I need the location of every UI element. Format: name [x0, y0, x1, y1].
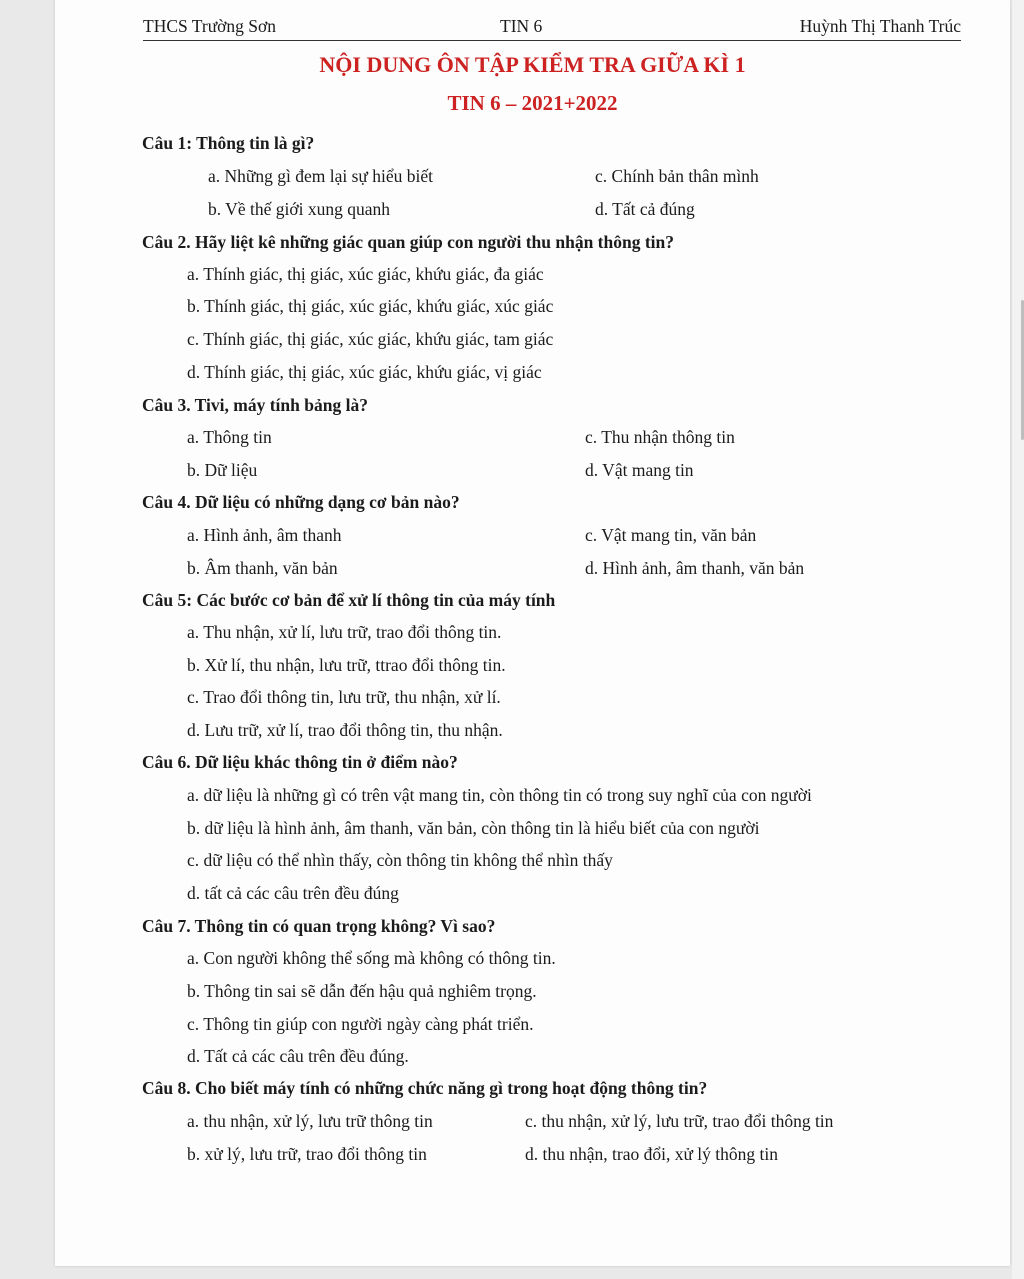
document-page: [55, 0, 1010, 1266]
question-2-option-a: a. Thính giác, thị giác, xúc giác, khứu giác, đa giác: [187, 264, 544, 284]
question-7-option-a: a. Con người không thể sống mà không có thông tin.: [187, 948, 556, 968]
question-4-option-d: d. Hình ảnh, âm thanh, văn bản: [585, 558, 805, 578]
question-6-option-d: d. tất cả các câu trên đều đúng: [187, 883, 399, 903]
question-4-option-c: c. Vật mang tin, văn bản: [585, 525, 757, 545]
question-5-option-b: b. Xử lí, thu nhận, lưu trữ, ttrao đổi thông tin.: [187, 655, 506, 675]
question-2-option-c: c. Thính giác, thị giác, xúc giác, khứu giác, tam giác: [187, 329, 554, 349]
question-3-option-d: d. Vật mang tin: [585, 460, 694, 480]
question-1-option-b: b. Về thế giới xung quanh: [208, 199, 390, 219]
question-2-option-d: d. Thính giác, thị giác, xúc giác, khứu giác, vị giác: [187, 362, 542, 382]
document-subtitle: TIN 6 – 2021+2022: [447, 91, 618, 115]
question-1-option-d: d. Tất cả đúng: [595, 199, 695, 219]
question-6-option-b: b. dữ liệu là hình ảnh, âm thanh, văn bản, còn thông tin là hiểu biết của con người: [187, 818, 760, 838]
question-6: Câu 6. Dữ liệu khác thông tin ở điểm nào?: [142, 752, 458, 772]
question-2: Câu 2. Hãy liệt kê những giác quan giúp con người thu nhận thông tin?: [142, 232, 675, 252]
question-8-option-a: a. thu nhận, xử lý, lưu trữ thông tin: [187, 1111, 433, 1131]
question-8-option-c: c. thu nhận, xử lý, lưu trữ, trao đổi thông tin: [525, 1111, 834, 1131]
question-7-option-b: b. Thông tin sai sẽ dẫn đến hậu quả nghiêm trọng.: [187, 981, 537, 1001]
question-4-option-b: b. Âm thanh, văn bản: [187, 558, 338, 578]
header-school: THCS Trường Sơn: [143, 16, 277, 36]
header-author: Huỳnh Thị Thanh Trúc: [799, 16, 961, 36]
question-7-option-c: c. Thông tin giúp con người ngày càng phát triển.: [187, 1014, 534, 1034]
question-6-option-c: c. dữ liệu có thể nhìn thấy, còn thông tin không thể nhìn thấy: [187, 850, 613, 870]
header-subject: TIN 6: [500, 16, 543, 36]
question-6-option-a: a. dữ liệu là những gì có trên vật mang tin, còn thông tin có trong suy nghĩ của con người: [187, 785, 812, 805]
right-edge-strip: [1012, 0, 1024, 1279]
document-title: NỘI DUNG ÔN TẬP KIỂM TRA GIỮA KÌ 1: [319, 52, 746, 77]
page-header: [143, 14, 961, 41]
question-3-option-c: c. Thu nhận thông tin: [585, 427, 735, 447]
question-3-option-a: a. Thông tin: [187, 427, 272, 447]
question-4-option-a: a. Hình ảnh, âm thanh: [187, 525, 342, 545]
question-4: Câu 4. Dữ liệu có những dạng cơ bản nào?: [142, 492, 460, 512]
question-5-option-d: d. Lưu trữ, xử lí, trao đổi thông tin, thu nhận.: [187, 720, 503, 740]
question-7-option-d: d. Tất cả các câu trên đều đúng.: [187, 1046, 409, 1066]
question-5-option-c: c. Trao đổi thông tin, lưu trữ, thu nhận, xử lí.: [187, 687, 501, 707]
question-1-option-a: a. Những gì đem lại sự hiểu biết: [208, 166, 434, 186]
question-2-option-b: b. Thính giác, thị giác, xúc giác, khứu giác, xúc giác: [187, 296, 554, 316]
question-1: Câu 1: Thông tin là gì?: [142, 133, 315, 153]
question-8: Câu 8. Cho biết máy tính có những chức năng gì trong hoạt động thông tin?: [142, 1078, 708, 1098]
question-3: Câu 3. Tivi, máy tính bảng là?: [142, 395, 368, 415]
question-7: Câu 7. Thông tin có quan trọng không? Vì sao?: [142, 916, 496, 936]
question-5: Câu 5: Các bước cơ bản để xử lí thông tin của máy tính: [142, 590, 556, 610]
question-8-option-d: d. thu nhận, trao đổi, xử lý thông tin: [525, 1144, 779, 1164]
question-8-option-b: b. xử lý, lưu trữ, trao đổi thông tin: [187, 1144, 427, 1164]
question-1-option-c: c. Chính bản thân mình: [595, 166, 759, 186]
question-5-option-a: a. Thu nhận, xử lí, lưu trữ, trao đổi thông tin.: [187, 622, 502, 642]
question-3-option-b: b. Dữ liệu: [187, 460, 258, 480]
